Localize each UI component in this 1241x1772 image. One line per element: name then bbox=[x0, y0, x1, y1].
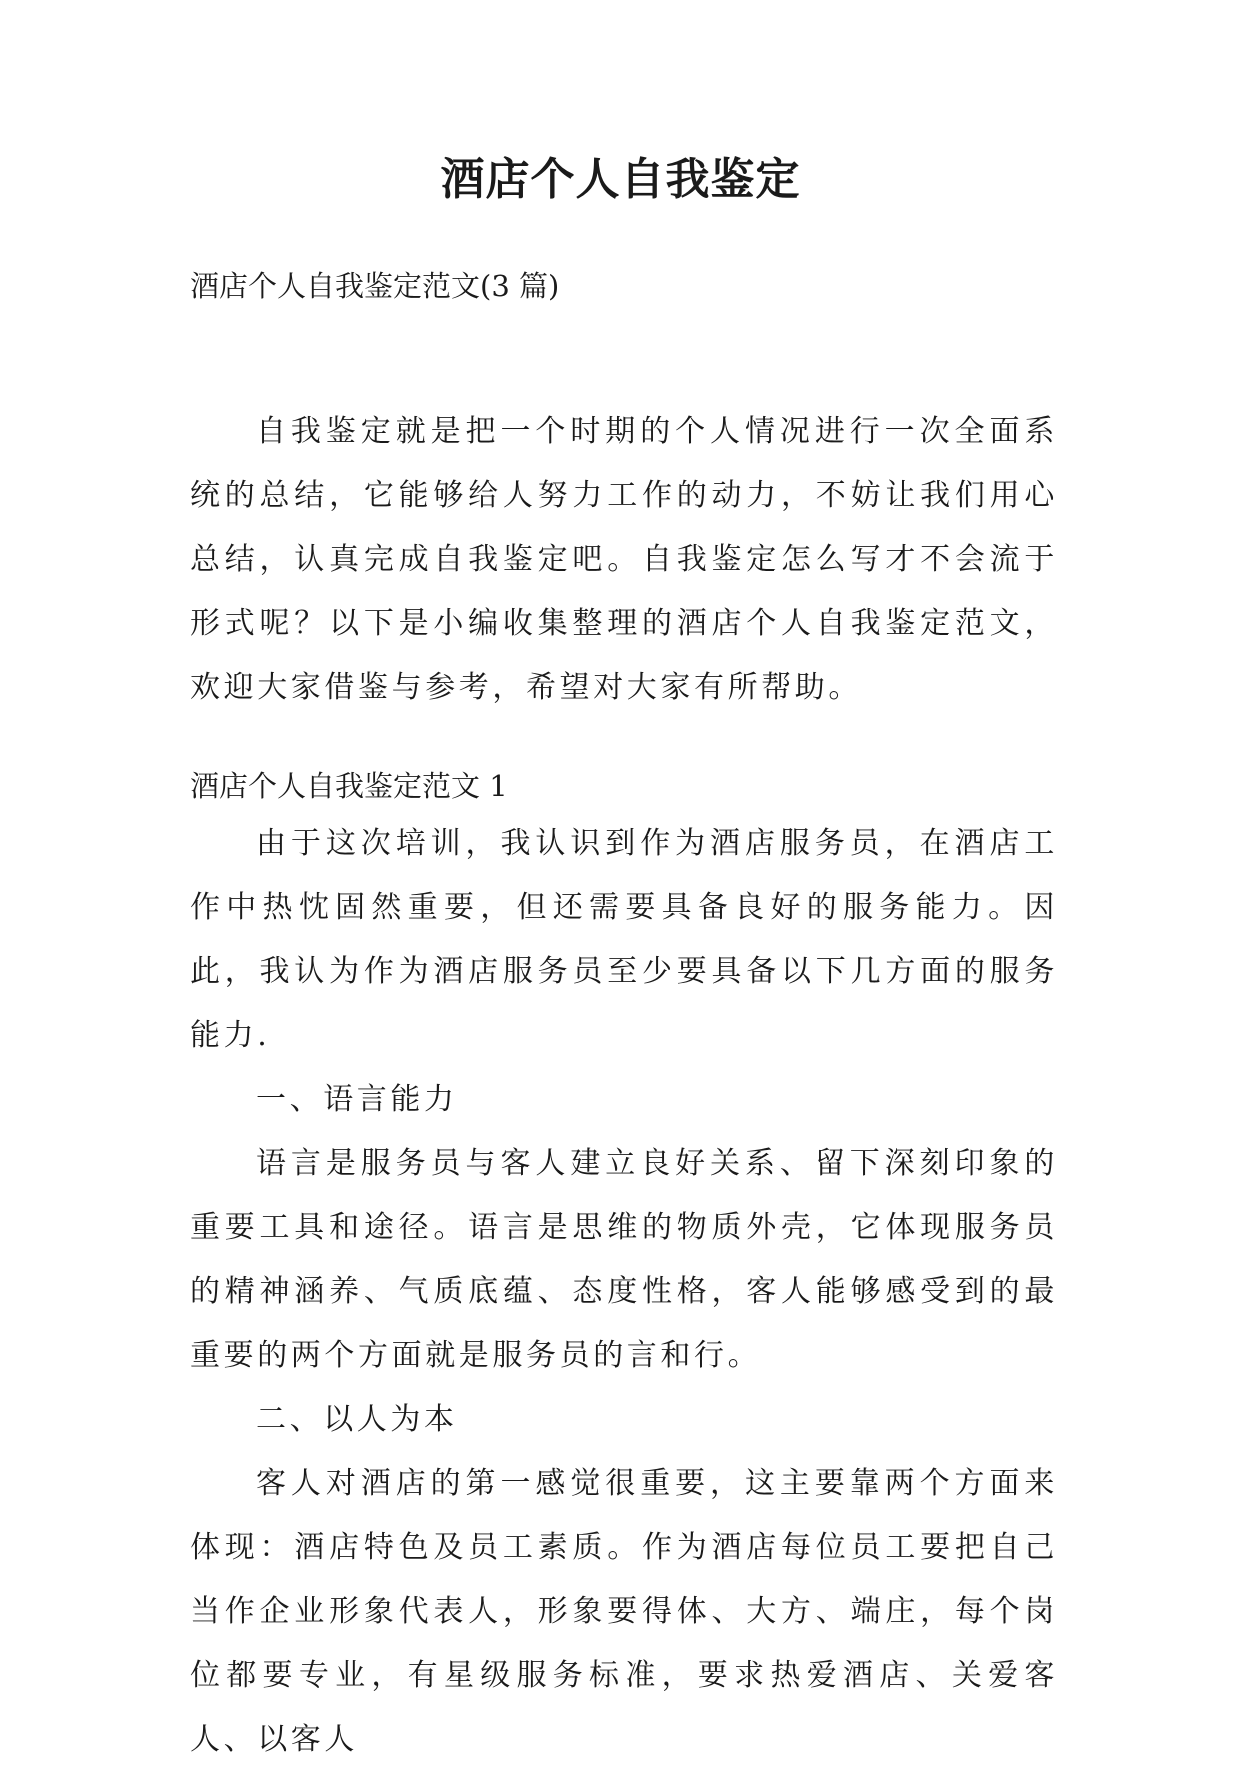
body-paragraph: 客人对酒店的第一感觉很重要，这主要靠两个方面来体现：酒店特色及员工素质。作为酒店每位员工要把自己当作企业形象代表人，形象要得体、大方、端庄，每个岗位都要专业，有星级服务标准，要求热爱酒店、关爱客人、以客人 bbox=[190, 1466, 1058, 1757]
essay-heading: 酒店个人自我鉴定范文 1 bbox=[190, 769, 508, 803]
intro-paragraph: 自我鉴定就是把一个时期的个人情况进行一次全面系统的总结，它能够给人努力工作的动力，不妨让我们用心总结，认真完成自我鉴定吧。自我鉴定怎么写才不会流于形式呢？以下是小编收集整理的酒店个人自我鉴定范文，欢迎大家借鉴与参考，希望对大家有所帮助。 bbox=[190, 414, 1058, 705]
section-heading-language: 一、语言能力 bbox=[256, 1082, 458, 1117]
section-heading-people-first: 二、以人为本 bbox=[256, 1402, 458, 1437]
essay-body bbox=[190, 812, 1058, 1772]
body-paragraph: 语言是服务员与客人建立良好关系、留下深刻印象的重要工具和途径。语言是思维的物质外壳，它体现服务员的精神涵养、气质底蕴、态度性格，客人能够感受到的最重要的两个方面就是服务员的言和行。 bbox=[190, 1146, 1058, 1373]
body-paragraph: 由于这次培训，我认识到作为酒店服务员，在酒店工作中热忱固然重要，但还需要具备良好的服务能力。因此，我认为作为酒店服务员至少要具备以下几方面的服务能力. bbox=[190, 826, 1058, 1053]
document-subtitle: 酒店个人自我鉴定范文(3 篇) bbox=[190, 269, 560, 303]
document-title: 酒店个人自我鉴定 bbox=[440, 154, 801, 205]
